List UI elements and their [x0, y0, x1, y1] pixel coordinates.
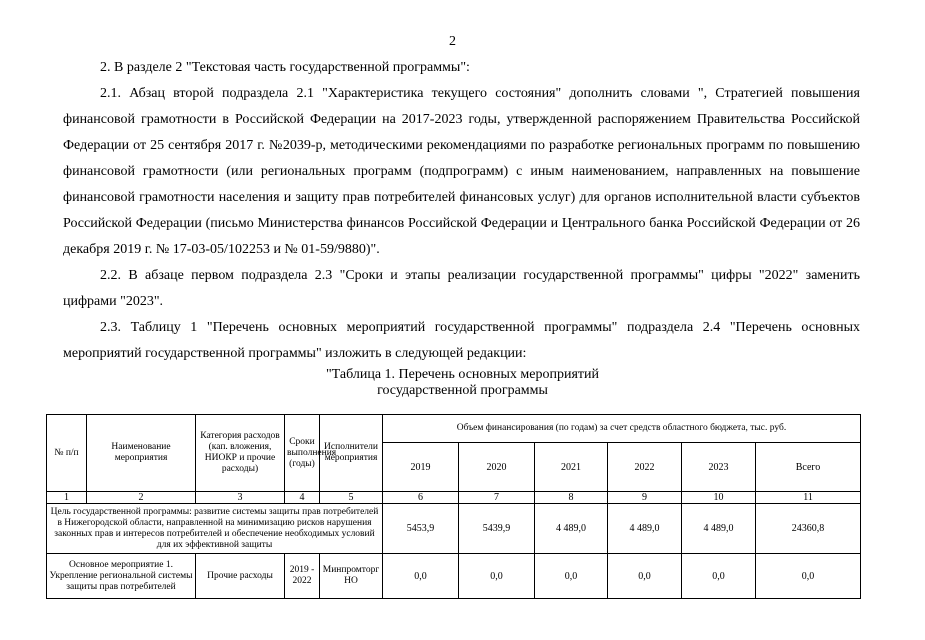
document-body — [63, 55, 860, 367]
table-caption — [0, 367, 925, 399]
column-number: 5 — [320, 492, 383, 504]
column-number: 11 — [756, 492, 861, 504]
table-row-activity-1 — [47, 554, 861, 599]
column-number: 6 — [383, 492, 459, 504]
header-year-2023: 2023 — [682, 443, 756, 492]
activity-value-2022: 0,0 — [608, 554, 682, 599]
goal-value-2022: 4 489,0 — [608, 504, 682, 554]
column-number: 10 — [682, 492, 756, 504]
header-year-2022: 2022 — [608, 443, 682, 492]
header-total: Всего — [756, 443, 861, 492]
goal-value-2021: 4 489,0 — [535, 504, 608, 554]
table-caption-line-2: государственной программы — [377, 383, 548, 398]
activities-table — [46, 414, 861, 599]
goal-value-2023: 4 489,0 — [682, 504, 756, 554]
goal-value-2020: 5439,9 — [459, 504, 535, 554]
goal-value-2019: 5453,9 — [383, 504, 459, 554]
column-number: 8 — [535, 492, 608, 504]
activity-category: Прочие расходы — [196, 554, 285, 599]
column-numbers-row — [47, 492, 861, 504]
paragraph-2-2: 2.2. В абзаце первом подраздела 2.3 "Сроки и этапы реализации государственной программы" цифры "2022" заменить цифрами "2023". — [63, 268, 860, 309]
header-year-2021: 2021 — [535, 443, 608, 492]
paragraph-2-1: 2.1. Абзац второй подраздела 2.1 "Характеристика текущего состояния" дополнить словами ", Стратегией повышения финансовой грамотности в Российской Федерации на 2017-2023 годы, утвержденной распоряжением Правительства Российской Федерации от 25 сентября 2017 г. №2039-р, методическими рекомендациями по разработке региональных программ по повышению финансовой грамотности (или региональных программ (подпрограмм) с иным наименованием, направленных на повышение финансовой грамотности населения и защиту прав потребителей финансовых услуг) для органов исполнительной власти субъектов Российской Федерации (письмо Министерства финансов Российской Федерации и Центрального банка Российской Федерации от 26 декабря 2019 г. № 17-03-05/102253 и № 01-59/9880)". — [63, 86, 860, 257]
header-year-2020: 2020 — [459, 443, 535, 492]
paragraph-section-2: 2. В разделе 2 "Текстовая часть государственной программы": — [100, 60, 470, 75]
goal-text: Цель государственной программы: развитие системы защиты прав потребителей в Нижегородской области, направленной на минимизацию рисков нарушения законных прав и интересов потребителей и обеспечение необходимых условий для их эффективной защиты — [47, 504, 383, 554]
activity-value-2021: 0,0 — [535, 554, 608, 599]
activity-name: Основное мероприятие 1. Укрепление региональной системы защиты прав потребителей — [47, 554, 196, 599]
activity-executor: Минпромторг НО — [320, 554, 383, 599]
column-number: 9 — [608, 492, 682, 504]
column-number: 1 — [47, 492, 87, 504]
activity-value-total: 0,0 — [756, 554, 861, 599]
column-number: 3 — [196, 492, 285, 504]
header-num: № п/п — [47, 415, 87, 492]
activity-value-2019: 0,0 — [383, 554, 459, 599]
table-caption-line-1: "Таблица 1. Перечень основных мероприятий — [325, 367, 600, 382]
header-terms: Сроки выполнения (годы) — [285, 415, 320, 492]
header-category: Категория расходов (кап. вложения, НИОКР и прочие расходы) — [196, 415, 285, 492]
goal-value-total: 24360,8 — [756, 504, 861, 554]
activity-value-2023: 0,0 — [682, 554, 756, 599]
paragraph-2-3: 2.3. Таблицу 1 "Перечень основных мероприятий государственной программы" подраздела 2.4 "Перечень основных мероприятий государственной программы" изложить в следующей редакции: — [63, 320, 860, 361]
table-header-row — [47, 415, 861, 443]
header-funding: Объем финансирования (по годам) за счет средств областного бюджета, тыс. руб. — [383, 415, 861, 443]
activity-value-2020: 0,0 — [459, 554, 535, 599]
page-number: 2 — [449, 34, 456, 49]
table-row-goal — [47, 504, 861, 554]
column-number: 2 — [87, 492, 196, 504]
activity-terms: 2019 - 2022 — [285, 554, 320, 599]
column-number: 4 — [285, 492, 320, 504]
header-year-2019: 2019 — [383, 443, 459, 492]
column-number: 7 — [459, 492, 535, 504]
header-name: Наименование мероприятия — [87, 415, 196, 492]
header-executors: Исполнители мероприятия — [320, 415, 383, 492]
